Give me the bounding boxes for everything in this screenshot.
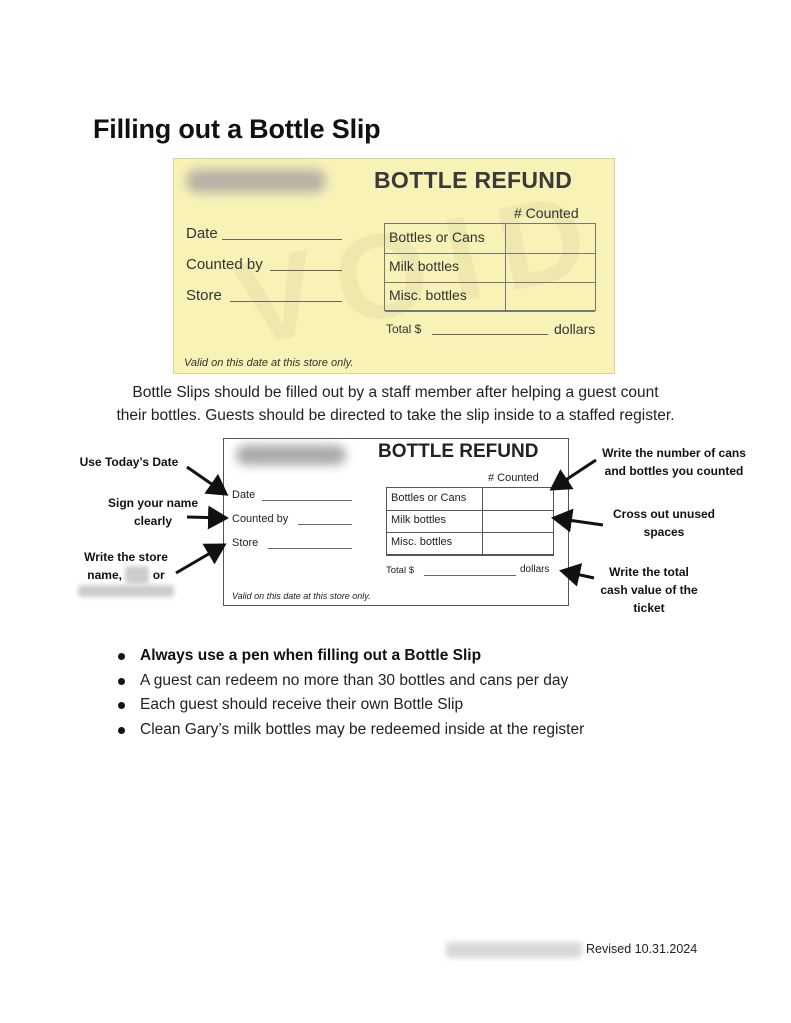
instruction-line-2: their bottles. Guests should be directed to take the slip inside to a staffed register.: [116, 407, 675, 424]
list-item: Each guest should receive their own Bottle Slip: [118, 693, 584, 718]
dollars-label: dollars: [520, 564, 550, 575]
date-label: Date: [232, 489, 256, 501]
ticket-heading: BOTTLE REFUND: [374, 167, 573, 193]
note-text: Write the total: [609, 565, 689, 579]
page-title: Filling out a Bottle Slip: [93, 114, 381, 144]
instruction-line-1: Bottle Slips should be filled out by a staff member after helping a guest count: [132, 384, 659, 401]
total-label: Total $: [386, 322, 422, 336]
note-text: name,: [87, 568, 122, 582]
note-text: Cross out unused: [612, 507, 715, 521]
total-label: Total $: [386, 565, 414, 576]
row-label: Bottles or Cans: [391, 492, 467, 504]
rules-list: [118, 644, 584, 742]
row-label: Milk bottles: [391, 514, 447, 526]
arrow-to-date: [187, 467, 226, 494]
note-text: Write the store: [84, 550, 168, 564]
arrow-to-counted: [552, 460, 596, 489]
revised-date: Revised 10.31.2024: [586, 942, 698, 956]
note-text: cash value of the: [600, 583, 698, 597]
note-text: clearly: [133, 514, 173, 528]
store-label: Store: [186, 287, 222, 304]
row-label: Bottles or Cans: [389, 229, 485, 245]
note-text: spaces: [643, 525, 685, 539]
store-label: Store: [232, 537, 259, 549]
row-label: Misc. bottles: [391, 536, 453, 548]
arrow-to-store: [176, 545, 224, 573]
arrow-to-total: [562, 571, 594, 578]
arrow-to-unused: [554, 518, 603, 525]
note-text: Sign your name: [107, 496, 199, 510]
row-label: Milk bottles: [389, 258, 460, 274]
counted-by-label: Counted by: [186, 256, 263, 273]
dollars-label: dollars: [554, 321, 596, 337]
note-text: and bottles you counted: [604, 464, 744, 478]
note-text: Write the number of cans: [602, 446, 746, 460]
counted-header: # Counted: [488, 472, 539, 484]
note-text: ticket: [633, 601, 665, 615]
list-item: A guest can redeem no more than 30 bottles and cans per day: [118, 669, 584, 694]
counted-header: # Counted: [514, 205, 579, 221]
note-text: Use Today’s Date: [79, 455, 179, 469]
redacted-footer-text: [446, 942, 582, 958]
row-label: Misc. bottles: [389, 287, 467, 303]
valid-note: Valid on this date at this store only.: [232, 591, 371, 601]
date-label: Date: [186, 225, 218, 242]
list-item: Always use a pen when filling out a Bottle Slip: [118, 644, 584, 669]
list-item: Clean Gary’s milk bottles may be redeemed inside at the register: [118, 718, 584, 743]
arrow-to-counted-by: [187, 517, 226, 518]
valid-note: Valid on this date at this store only.: [184, 357, 354, 369]
ticket-heading: BOTTLE REFUND: [378, 441, 539, 462]
counted-by-label: Counted by: [232, 513, 289, 525]
note-text: or: [152, 568, 165, 582]
